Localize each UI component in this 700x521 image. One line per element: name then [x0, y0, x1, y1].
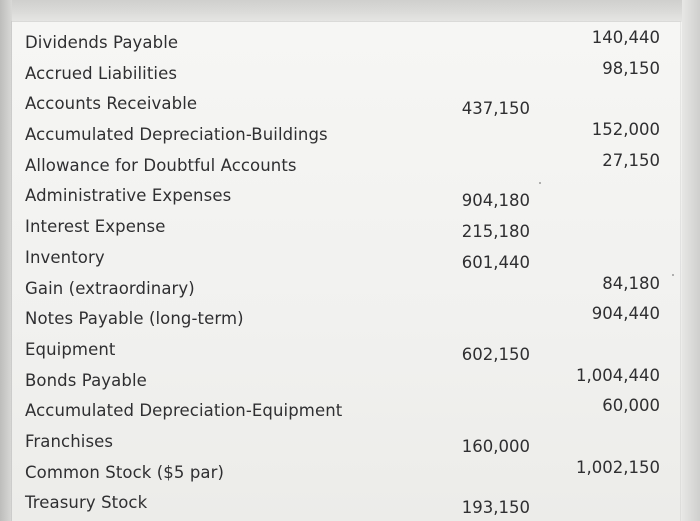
account-name: Accrued Liabilities: [25, 63, 178, 83]
credit-amount: 1,004,440: [576, 365, 660, 385]
account-row: [12, 212, 680, 243]
account-list: [12, 28, 680, 519]
account-row: [12, 59, 680, 90]
debit-amount: 160,000: [461, 436, 530, 456]
account-row: [12, 274, 680, 305]
credit-amount: 60,000: [602, 396, 660, 416]
account-name: Treasury Stock: [25, 493, 148, 513]
account-row: [12, 396, 680, 427]
account-name: Equipment: [25, 339, 116, 359]
credit-amount: 1,002,150: [576, 457, 660, 477]
credit-amount: 140,440: [591, 28, 660, 47]
account-name: Accumulated Depreciation-Equipment: [25, 401, 343, 421]
account-row: [12, 335, 680, 366]
account-name: Common Stock ($5 par): [25, 462, 225, 482]
credit-amount: 27,150: [602, 150, 660, 170]
debit-amount: 904,180: [461, 191, 530, 211]
account-name: Notes Payable (long-term): [25, 309, 244, 329]
account-name: Administrative Expenses: [25, 186, 232, 206]
account-row: [12, 120, 680, 151]
account-name: Franchises: [25, 431, 114, 451]
account-name: Dividends Payable: [25, 33, 179, 52]
account-row: [12, 427, 680, 458]
account-row: [12, 304, 680, 335]
account-name: Allowance for Doubtful Accounts: [25, 155, 297, 175]
account-name: Gain (extraordinary): [25, 278, 195, 298]
account-row: [12, 488, 680, 519]
credit-amount: 904,440: [591, 304, 660, 324]
debit-amount: 437,150: [461, 99, 530, 119]
account-row: [12, 243, 680, 274]
account-name: Interest Expense: [25, 217, 166, 237]
debit-amount: 602,150: [461, 344, 530, 364]
account-row: [12, 28, 680, 59]
account-name: Accounts Receivable: [25, 94, 198, 114]
debit-amount: 193,150: [461, 498, 530, 518]
dust-speck: [672, 274, 674, 276]
account-row: [12, 151, 680, 182]
credit-amount: 98,150: [602, 58, 660, 78]
credit-amount: 84,180: [602, 273, 660, 293]
account-name: Inventory: [25, 247, 105, 267]
top-shadow: [0, 0, 700, 22]
debit-amount: 215,180: [461, 222, 530, 242]
account-row: [12, 89, 680, 120]
right-edge-shadow: [682, 0, 700, 521]
account-row: [12, 458, 680, 489]
account-row: [12, 181, 680, 212]
ledger-sheet: [12, 22, 680, 521]
left-edge-shadow: [0, 0, 12, 521]
debit-amount: 601,440: [461, 252, 530, 272]
credit-amount: 152,000: [591, 120, 660, 140]
account-row: [12, 366, 680, 397]
account-name: Accumulated Depreciation-Buildings: [25, 125, 328, 145]
dust-speck: [539, 182, 541, 184]
account-name: Bonds Payable: [25, 370, 147, 390]
